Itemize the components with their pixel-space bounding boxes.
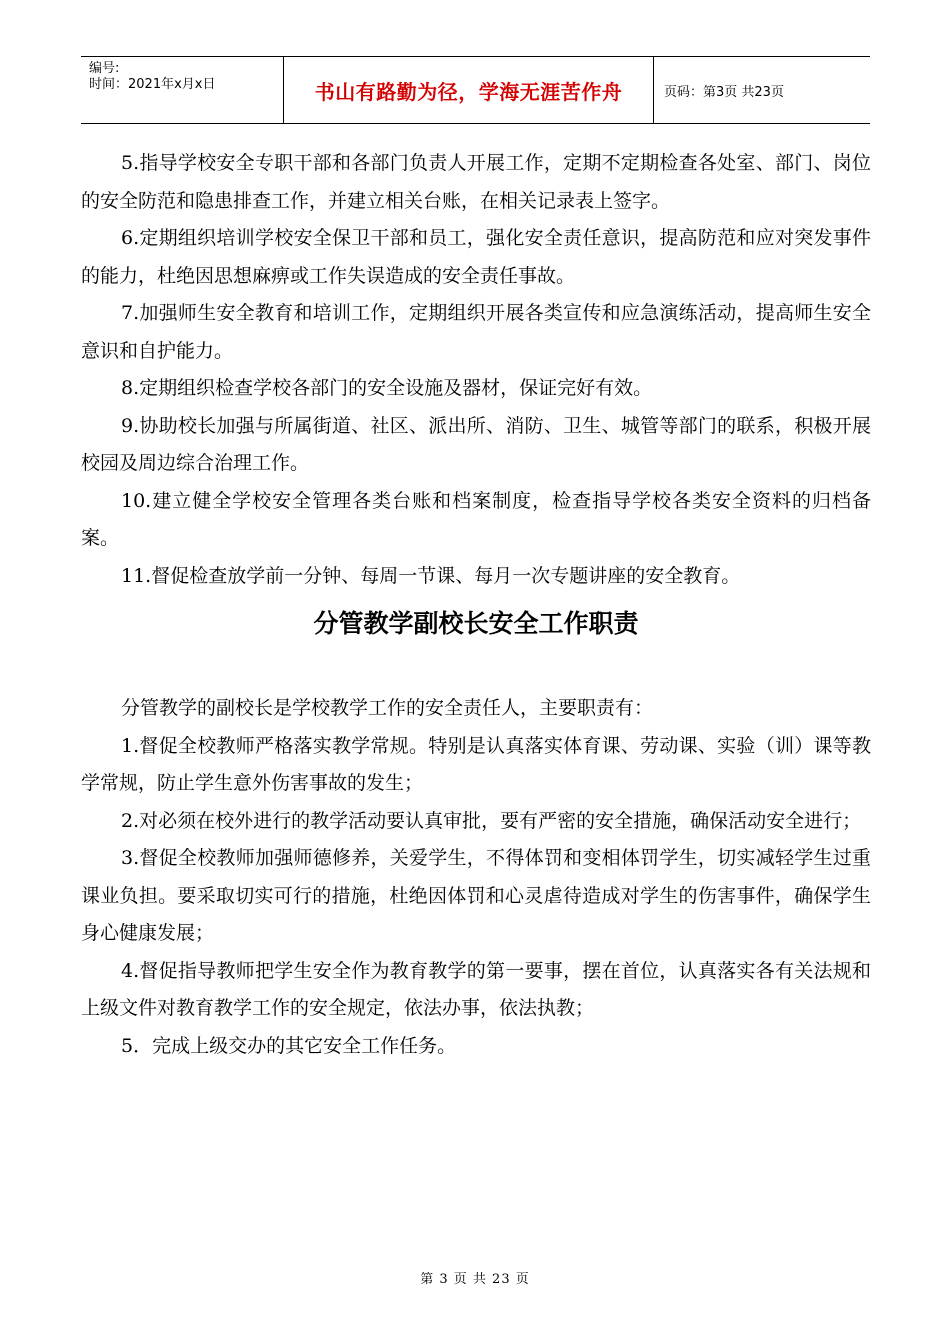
paragraph: 1.督促全校教师严格落实教学常规。特别是认真落实体育课、劳动课、实验（训）课等教学常规，防止学生意外伤害事故的发生；	[81, 734, 871, 794]
paragraph: 9.协助校长加强与所属街道、社区、派出所、消防、卫生、城管等部门的联系，积极开展校园及周边综合治理工作。	[81, 414, 871, 474]
paragraph: 2.对必须在校外进行的教学活动要认真审批，要有严密的安全措施，确保活动安全进行；	[121, 809, 862, 832]
paragraph: 8.定期组织检查学校各部门的安全设施及器材，保证完好有效。	[121, 377, 653, 399]
paragraph: 10.建立健全学校安全管理各类台账和档案制度，检查指导学校各类安全资料的归档备案。	[81, 489, 871, 549]
paragraph: 6.定期组织培训学校安全保卫干部和员工，强化安全责任意识，提高防范和应对突发事件的能力，杜绝因思想麻痹或工作失误造成的安全责任事故。	[81, 227, 871, 287]
paragraph: 4.督促指导教师把学生安全作为教育教学的第一要事，摆在首位，认真落实各有关法规和上级文件对教育教学工作的安全规定，依法办事，依法执教；	[81, 959, 871, 1019]
section-title: 分管教学副校长安全工作职责	[313, 609, 639, 638]
header-page-info: 页码：第3页 共23页	[664, 84, 784, 100]
paragraph: 分管教学的副校长是学校教学工作的安全责任人，主要职责有：	[121, 697, 654, 719]
page-footer: 第 3 页 共 23 页	[420, 1272, 530, 1287]
document-date: 时间：2021年x月x日	[89, 77, 216, 92]
document-body	[81, 145, 871, 1065]
document-number-label: 编号:	[89, 61, 120, 76]
paragraph: 5.指导学校安全专职干部和各部门负责人开展工作，定期不定期检查各处室、部门、岗位的安全防范和隐患排查工作，并建立相关台账，在相关记录表上签字。	[81, 152, 871, 212]
paragraph: 5．完成上级交办的其它安全工作任务。	[121, 1034, 457, 1057]
header-motto: 书山有路勤为径，学海无涯苦作舟	[284, 57, 654, 123]
paragraph: 3.督促全校教师加强师德修养，关爱学生，不得体罚和变相体罚学生，切实减轻学生过重课业负担。要采取切实可行的措施，杜绝因体罚和心灵虐待造成对学生的伤害事件，确保学生身心健康发展；	[81, 847, 871, 944]
paragraph: 11.督促检查放学前一分钟、每周一节课、每月一次专题讲座的安全教育。	[121, 564, 741, 587]
paragraph: 7.加强师生安全教育和培训工作，定期组织开展各类宣传和应急演练活动，提高师生安全意识和自护能力。	[81, 302, 871, 362]
page-header	[81, 56, 870, 124]
header-meta	[81, 57, 284, 123]
